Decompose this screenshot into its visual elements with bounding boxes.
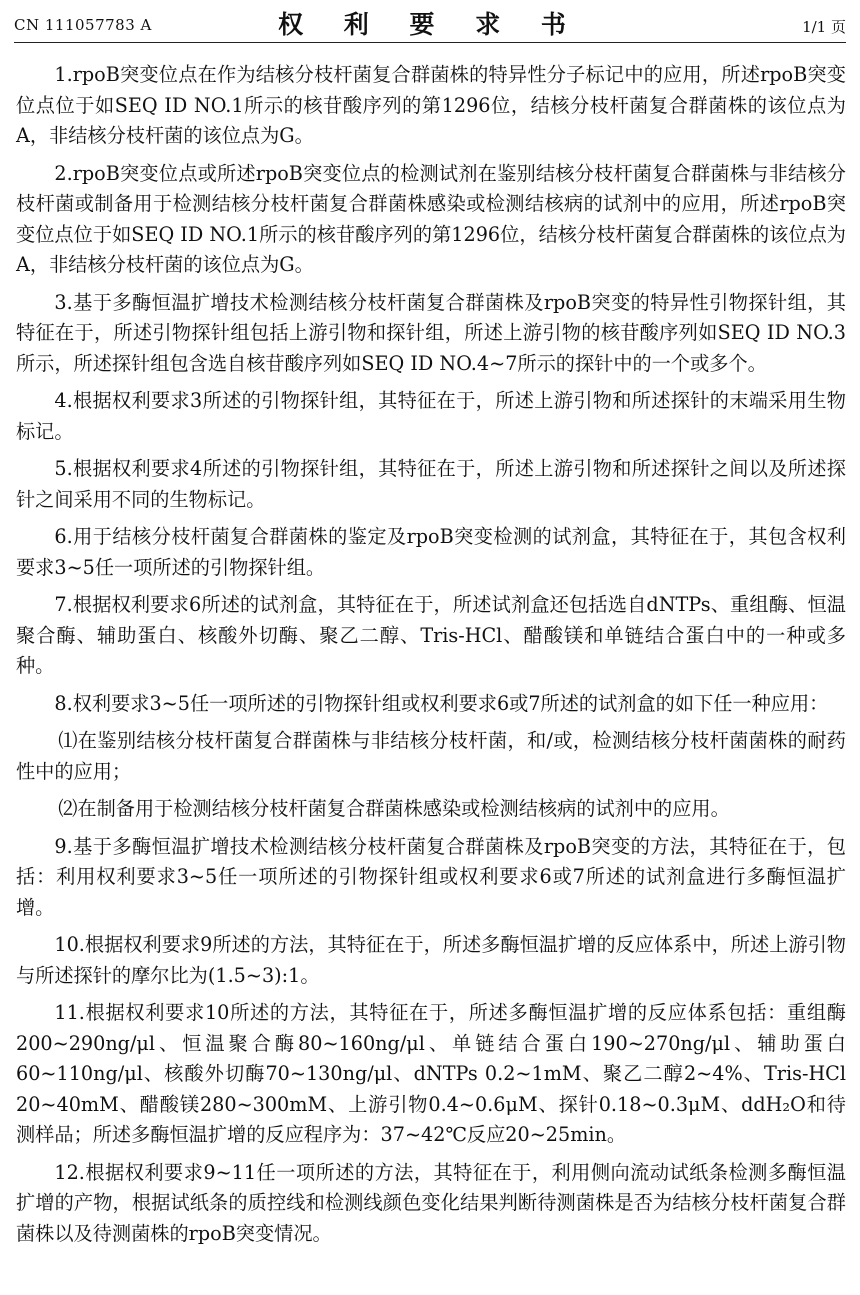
claim-1: 1.rpoB突变位点在作为结核分枝杆菌复合群菌株的特异性分子标记中的应用，所述rpoB突变位点位于如SEQ ID NO.1所示的核苷酸序列的第1296位，结核分枝杆菌复合群菌株的该位点为A，非结核分枝杆菌的该位点为G。 (16, 63, 846, 147)
claim-2: 2.rpoB突变位点或所述rpoB突变位点的检测试剂在鉴别结核分枝杆菌复合群菌株与非结核分枝杆菌或制备用于检测结核分枝杆菌复合群菌株感染或检测结核病的试剂中的应用，所述rpoB突变位点位于如SEQ ID NO.1所示的核苷酸序列的第1296位，结核分枝杆菌复合群菌株的该位点为A，非结核分枝杆菌的该位点为G。 (16, 161, 846, 276)
claim-7: 7.根据权利要求6所述的试剂盒，其特征在于，所述试剂盒还包括选自dNTPs、重组酶、恒温聚合酶、辅助蛋白、核酸外切酶、聚乙二醇、Tris-HCl、醋酸镁和单链结合蛋白中的一种或多种。 (16, 593, 846, 677)
page-number: 1/1 页 (802, 18, 846, 36)
claim-9: 9.基于多酶恒温扩增技术检测结核分枝杆菌复合群菌株及rpoB突变的方法，其特征在于，包括：利用权利要求3~5任一项所述的引物探针组或权利要求6或7所述的试剂盒进行多酶恒温扩增。 (16, 834, 846, 919)
claim-3: 3.基于多酶恒温扩增技术检测结核分枝杆菌复合群菌株及rpoB突变的特异性引物探针组，其特征在于，所述引物探针组包括上游引物和探针组，所述上游引物的核苷酸序列如SEQ ID NO.3所示，所述探针组包含选自核苷酸序列如SEQ ID NO.4~7所示的探针中的一个或多个。 (16, 290, 846, 375)
claim-8-item-2: ⑵在制备用于检测结核分枝杆菌复合群菌株感染或检测结核病的试剂中的应用。 (58, 797, 730, 820)
header-divider (14, 42, 846, 43)
patent-number: CN 111057783 A (14, 16, 152, 34)
claim-11: 11.根据权利要求10所述的方法，其特征在于，所述多酶恒温扩增的反应体系包括：重组酶200~290ng/μl、恒温聚合酶80~160ng/μl、单链结合蛋白190~270ng/μl、辅助蛋白60~110ng/μl、核酸外切酶70~130ng/μl、dNTPs 0.2~1mM、聚乙二醇2~4%、Tris-HCl 20~40mM、醋酸镁280~300mM、上游引物0.4~0.6μM、探针0.18~0.3μM、ddH₂O和待测样品；所述多酶恒温扩增的反应程序为：37~42℃反应20~25min。 (16, 1001, 846, 1146)
claim-10: 10.根据权利要求9所述的方法，其特征在于，所述多酶恒温扩增的反应体系中，所述上游引物与所述探针的摩尔比为(1.5~3):1。 (16, 933, 846, 987)
claim-8: 8.权利要求3~5任一项所述的引物探针组或权利要求6或7所述的试剂盒的如下任一种应用： (54, 691, 829, 715)
claim-4: 4.根据权利要求3所述的引物探针组，其特征在于，所述上游引物和所述探针的末端采用生物标记。 (16, 389, 846, 443)
page-header (0, 0, 860, 44)
claim-5: 5.根据权利要求4所述的引物探针组，其特征在于，所述上游引物和所述探针之间以及所述探针之间采用不同的生物标记。 (16, 457, 846, 511)
claims-body (16, 60, 846, 1256)
claim-6: 6.用于结核分枝杆菌复合群菌株的鉴定及rpoB突变检测的试剂盒，其特征在于，其包含权利要求3~5任一项所述的引物探针组。 (16, 525, 846, 579)
page-title: 权 利 要 求 书 (278, 10, 582, 39)
claim-12: 12.根据权利要求9~11任一项所述的方法，其特征在于，利用侧向流动试纸条检测多酶恒温扩增的产物，根据试纸条的质控线和检测线颜色变化结果判断待测菌株是否为结核分枝杆菌复合群菌株以及待测菌株的rpoB突变情况。 (16, 1160, 846, 1245)
claim-8-item-1: ⑴在鉴别结核分枝杆菌复合群菌株与非结核分枝杆菌，和/或，检测结核分枝杆菌菌株的耐药性中的应用； (16, 729, 846, 783)
